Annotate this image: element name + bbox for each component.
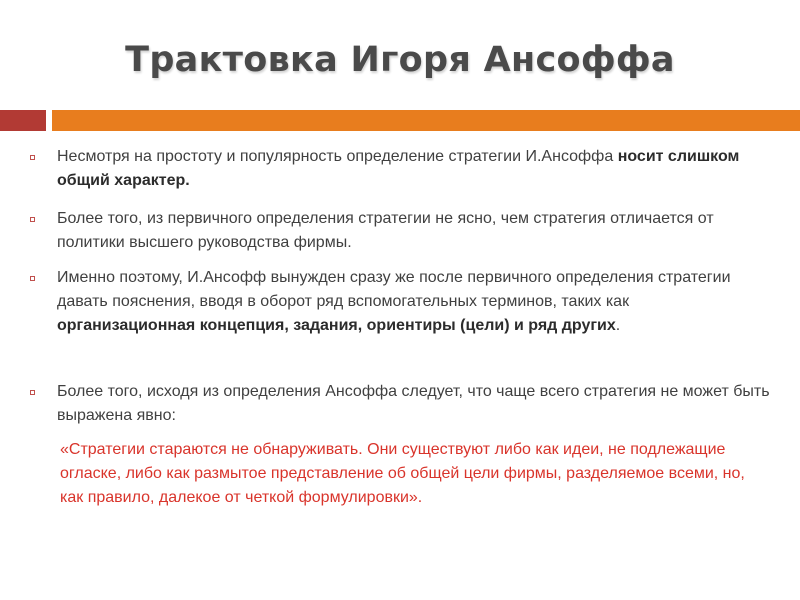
accent-bar-left xyxy=(0,110,46,131)
bullet-text-3: Именно поэтому, И.Ансофф вынужден сразу же после первичного определения стратегии давать пояснения, вводя в оборот ряд вспомогательных терминов, таких как xyxy=(57,269,731,310)
square-outline-icon xyxy=(30,276,35,281)
accent-bar-right xyxy=(52,110,800,131)
bullet-tail-3: . xyxy=(615,317,621,334)
bullet-text-1: Несмотря на простоту и популярность определение стратегии И.Ансоффа xyxy=(57,148,618,165)
bullet-bold-3: организационная концепция, задания, ориентиры (цели) и ряд других xyxy=(57,317,616,334)
ansoff-quote: «Стратегии стараются не обнаруживать. Они существуют либо как идеи, не подлежащие огласке, либо как размытое представление об общей цели фирмы, разделяемое всеми, но, как правило, далекое от четкой формулировки». xyxy=(60,441,745,506)
square-outline-icon xyxy=(30,390,35,395)
bullet-item-4 xyxy=(30,380,770,428)
square-outline-icon xyxy=(30,155,35,160)
slide-content xyxy=(30,145,770,510)
bullet-text-2: Более того, из первичного определения стратегии не ясно, чем стратегия отличается от политики высшего руководства фирмы. xyxy=(57,210,714,251)
bullet-item-3 xyxy=(30,266,770,338)
bullet-item-2 xyxy=(30,207,770,255)
bullet-bold-1: носит слишком общий характер. xyxy=(57,148,740,189)
square-outline-icon xyxy=(30,217,35,222)
slide-title: Трактовка Игоря Ансоффа xyxy=(125,40,675,80)
bullet-text-4: Более того, исходя из определения Ансоффа следует, что чаще всего стратегия не может быть выражена явно: xyxy=(57,383,770,424)
bullet-item-1 xyxy=(30,145,770,193)
